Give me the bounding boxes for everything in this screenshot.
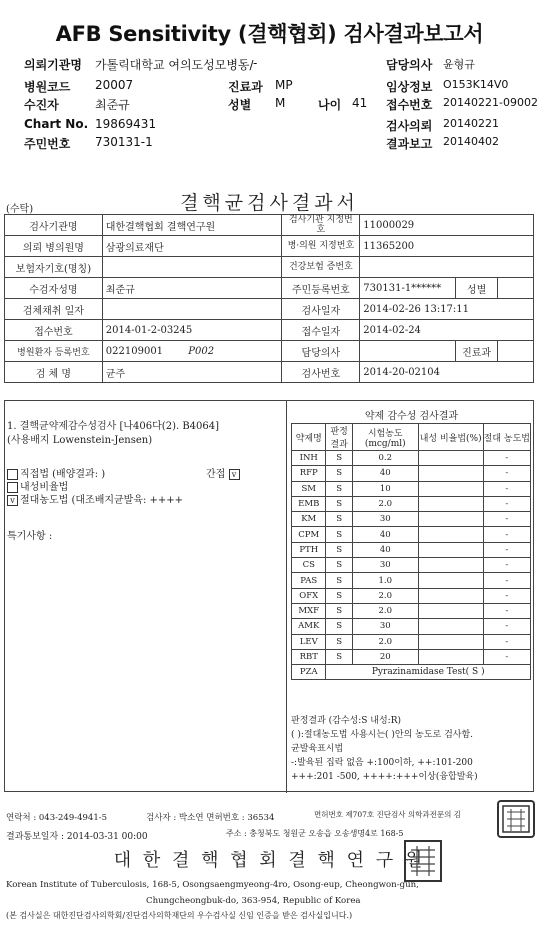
drug-name: PTH <box>292 542 326 557</box>
hosp-no-value: 11365200 <box>360 236 534 257</box>
legend-line: -:발육된 집락 없음 +:100이하, ++:101-200 <box>291 758 473 768</box>
drug-table-header: 약제명 <box>292 424 326 451</box>
sex-label: 성별 <box>228 98 252 112</box>
header-left-value: 20007 <box>95 78 134 92</box>
header-right-value: 20140221-09002 <box>443 96 538 109</box>
chart-value-cell <box>102 341 282 362</box>
option-checkbox: v <box>7 495 18 506</box>
drug-abs: - <box>483 634 530 649</box>
seal-stamp-small <box>497 800 535 838</box>
age-value: 41 <box>352 96 368 110</box>
drug-abs: - <box>483 451 530 466</box>
dept-value-scan <box>498 341 534 362</box>
name-label: 수검자성명 <box>5 278 103 299</box>
drug-ratio <box>418 603 483 618</box>
drug-conc: 40 <box>352 542 418 557</box>
report-info-table <box>4 214 534 383</box>
drug-name: PAS <box>292 573 326 588</box>
drug-abs: - <box>483 588 530 603</box>
drug-abs: - <box>483 649 530 664</box>
drug-ratio <box>418 481 483 496</box>
specimen-value: 균주 <box>102 362 282 383</box>
drug-table-header: 절대 농도법 <box>483 424 530 451</box>
drug-result-panel <box>286 401 535 793</box>
result-no-label: 검사번호 <box>282 362 360 383</box>
dept-label-scan: 진료과 <box>456 341 498 362</box>
footer-director: 면허번호 제707호 진단검사 의학과전문의 김 <box>314 810 462 819</box>
scan-report-title: 결핵균검사결과서 <box>180 192 359 214</box>
drug-row <box>292 512 531 527</box>
sex-value: M <box>275 96 286 110</box>
drug-ratio <box>418 619 483 634</box>
drug-row <box>292 634 531 649</box>
reg-value: 2014-01-2-03245 <box>102 320 282 341</box>
drug-name: KM <box>292 512 326 527</box>
header-right-label: 임상정보 <box>386 80 433 94</box>
drug-abs: - <box>483 542 530 557</box>
drug-result: S <box>326 558 352 573</box>
drug-result: S <box>326 588 352 603</box>
drug-row <box>292 496 531 511</box>
hosp-label: 의뢰 병의원명 <box>5 236 103 257</box>
drug-row <box>292 466 531 481</box>
rrn-label: 주민등록번호 <box>282 278 360 299</box>
drug-table <box>291 423 531 680</box>
drug-name: RFP <box>292 466 326 481</box>
seal-stamp-official <box>404 840 442 882</box>
drug-name: MXF <box>292 603 326 618</box>
special-notes-label: 특기사항 : <box>7 531 53 542</box>
drug-conc: 2.0 <box>352 496 418 511</box>
header-right-value: O153K14V0 <box>443 78 509 91</box>
hosp-value: 삼광의료재단 <box>102 236 282 257</box>
drug-table-header: 내성 비율법(%) <box>418 424 483 451</box>
drug-result: S <box>326 619 352 634</box>
drug-name: AMK <box>292 619 326 634</box>
drug-row <box>292 649 531 664</box>
method-option <box>7 491 183 506</box>
drug-ratio <box>418 527 483 542</box>
drug-name: CS <box>292 558 326 573</box>
drug-ratio <box>418 451 483 466</box>
sex-label-scan: 성별 <box>456 278 498 299</box>
collect-label: 검체채취 일자 <box>5 299 103 320</box>
hospital-dash: - <box>253 56 258 70</box>
header-left-label: 병원코드 <box>24 80 71 94</box>
footer-address-ko: 주소 : 충청북도 청원군 오송읍 오송생명4로 168-5 <box>226 829 404 838</box>
header-left-value: 19869431 <box>95 117 157 131</box>
drug-abs: - <box>483 512 530 527</box>
drug-conc: 2.0 <box>352 588 418 603</box>
drug-conc: 40 <box>352 466 418 481</box>
method-line-1: 1. 결핵균약제감수성검사 [나406다(2). B4064] <box>7 421 220 432</box>
inst-no-label: 검사기관 지정번호 <box>282 215 360 236</box>
drug-abs: - <box>483 466 530 481</box>
drug-conc: 0.2 <box>352 451 418 466</box>
age-label: 나이 <box>318 98 342 112</box>
drug-result: S <box>326 649 352 664</box>
header-left-label: 주민번호 <box>24 137 71 151</box>
header-right-label: 검사의뢰 <box>386 119 433 133</box>
drug-result: S <box>326 512 352 527</box>
inst-value: 대한결핵협회 결핵연구원 <box>102 215 282 236</box>
drug-table-title: 약제 감수성 검사결과 <box>364 411 459 422</box>
drug-abs: - <box>483 558 530 573</box>
footer-tester: 검사자 : 박소연 면허번호 : 36534 <box>146 813 275 823</box>
drug-row <box>292 603 531 618</box>
drug-result: S <box>326 451 352 466</box>
drug-name: SM <box>292 481 326 496</box>
header-left-label: 의뢰기관명 <box>24 58 82 72</box>
option-label: 절대농도법 (대조배지균발육: ++++ <box>20 495 184 506</box>
footer-address-en-1: Korean Institute of Tuberculosis, 168-5, Osongsaengmyeong-4ro, Osong-eup, Cheongwon-gun, <box>6 880 419 890</box>
footer-org-name: 대 한 결 핵 협 회 결 핵 연 구 원 <box>113 850 426 871</box>
name-value: 최준규 <box>102 278 282 299</box>
drug-conc: 30 <box>352 558 418 573</box>
method-line-2: (사용배지 Lowenstein-Jensen) <box>7 435 153 446</box>
ins-no-label: 건강보험 증번호 <box>282 257 360 278</box>
hosp-no-label: 병·의원 지정번호 <box>282 236 360 257</box>
drug-row <box>292 451 531 466</box>
header-right-value: 윤형규 <box>443 58 475 71</box>
header-left-value: 730131-1 <box>95 135 153 149</box>
drug-name: EMB <box>292 496 326 511</box>
chart-value: 022109001 <box>105 345 164 357</box>
insurer-label: 보험자기호(명칭) <box>5 257 103 278</box>
ins-no-value <box>360 257 534 278</box>
drug-abs: - <box>483 481 530 496</box>
chart-label: 병원환자 등록번호 <box>5 341 103 362</box>
drug-row <box>292 588 531 603</box>
drug-conc: 30 <box>352 512 418 527</box>
option-label: 내성비율법 <box>20 482 69 493</box>
drug-row <box>292 558 531 573</box>
drug-row <box>292 573 531 588</box>
test-date-label: 검사일자 <box>282 299 360 320</box>
indirect-option <box>206 465 240 480</box>
specimen-label: 검 체 명 <box>5 362 103 383</box>
drug-abs: - <box>483 603 530 618</box>
dept-label: 진료과 <box>228 80 263 94</box>
drug-ratio <box>418 496 483 511</box>
footer-certification: (본 검사실은 대한진단검사의학회/진단검사의학재단의 우수검사실 신임 인증을 받은 검사실입니다.) <box>6 911 353 920</box>
drug-ratio <box>418 512 483 527</box>
sex-value-scan <box>498 278 534 299</box>
drug-abs: - <box>483 619 530 634</box>
result-section <box>4 400 534 792</box>
drug-ratio <box>418 542 483 557</box>
result-no-value: 2014-20-02104 <box>360 362 534 383</box>
drug-conc: 2.0 <box>352 603 418 618</box>
copy-mark: (수탁) <box>6 204 34 215</box>
header-left-value: 최준규 <box>95 98 130 112</box>
drug-conc: 10 <box>352 481 418 496</box>
chart-handwritten-note: P002 <box>188 345 215 357</box>
option-label: 직접법 (배양결과: ) <box>20 469 106 480</box>
drug-row <box>292 481 531 496</box>
collect-value <box>102 299 282 320</box>
drug-conc: 20 <box>352 649 418 664</box>
drug-ratio <box>418 588 483 603</box>
drug-ratio <box>418 466 483 481</box>
pza-value: Pyrazinamidase Test( S ) <box>326 665 531 680</box>
header-left-label: 수진자 <box>24 98 59 112</box>
dept-value: MP <box>275 78 293 92</box>
drug-abs: - <box>483 573 530 588</box>
drug-result: S <box>326 603 352 618</box>
header-left-value: 가톨릭대학교 여의도성모병동/ <box>95 58 254 72</box>
pza-label: PZA <box>292 665 326 680</box>
drug-ratio <box>418 573 483 588</box>
drug-row <box>292 527 531 542</box>
header-right-label: 담당의사 <box>386 58 433 72</box>
drug-conc: 40 <box>352 527 418 542</box>
drug-name: RBT <box>292 649 326 664</box>
legend-line: +++:201 -500, ++++:+++이상(융합발육) <box>291 772 478 782</box>
drug-name: OFX <box>292 588 326 603</box>
header-right-value: 20140221 <box>443 117 499 130</box>
drug-abs: - <box>483 527 530 542</box>
header-right-label: 접수번호 <box>386 98 433 112</box>
footer-contact: 연락처 : 043-249-4941-5 <box>6 813 108 823</box>
drug-result: S <box>326 542 352 557</box>
drug-result: S <box>326 496 352 511</box>
drug-result: S <box>326 466 352 481</box>
header-right-value: 20140402 <box>443 135 499 148</box>
drug-conc: 2.0 <box>352 634 418 649</box>
indirect-checkbox: v <box>229 469 240 480</box>
legend-line: ( ):절대농도법 사용시는( )안의 농도로 검사함. <box>291 730 474 740</box>
test-date-value: 2014-02-26 13:17:11 <box>360 299 534 320</box>
footer-address-en-2: Chungcheongbuk-do, 363-954, Republic of Korea <box>146 896 361 906</box>
drug-ratio <box>418 634 483 649</box>
inst-label: 검사기관명 <box>5 215 103 236</box>
legend-line: 판정결과 (감수성:S 내성:R) <box>291 716 401 726</box>
drug-result: S <box>326 481 352 496</box>
report-title: AFB Sensitivity (결핵협회) 검사결과보고서 <box>55 22 484 46</box>
rrn-value: 730131-1****** <box>360 278 456 299</box>
footer-report-date: 결과통보일자 : 2014-03-31 00:00 <box>6 832 148 842</box>
recv-value: 2014-02-24 <box>360 320 534 341</box>
drug-conc: 1.0 <box>352 573 418 588</box>
doctor-value <box>360 341 456 362</box>
drug-result: S <box>326 573 352 588</box>
drug-row <box>292 542 531 557</box>
drug-conc: 30 <box>352 619 418 634</box>
indirect-label: 간접 <box>206 469 226 480</box>
header-right-label: 결과보고 <box>386 137 433 151</box>
doctor-label: 담당의사 <box>282 341 360 362</box>
drug-ratio <box>418 558 483 573</box>
drug-table-header: 시험농도 (mcg/ml) <box>352 424 418 451</box>
drug-name: INH <box>292 451 326 466</box>
recv-label: 접수일자 <box>282 320 360 341</box>
drug-abs: - <box>483 496 530 511</box>
drug-result: S <box>326 527 352 542</box>
insurer-value <box>102 257 282 278</box>
drug-table-header: 판정 결과 <box>326 424 352 451</box>
reg-label: 접수번호 <box>5 320 103 341</box>
drug-ratio <box>418 649 483 664</box>
legend-line: 균발육표시법 <box>291 744 344 754</box>
drug-result: S <box>326 634 352 649</box>
drug-row <box>292 619 531 634</box>
inst-no-value: 11000029 <box>360 215 534 236</box>
drug-name: LEV <box>292 634 326 649</box>
drug-name: CPM <box>292 527 326 542</box>
header-left-label: Chart No. <box>24 117 89 131</box>
